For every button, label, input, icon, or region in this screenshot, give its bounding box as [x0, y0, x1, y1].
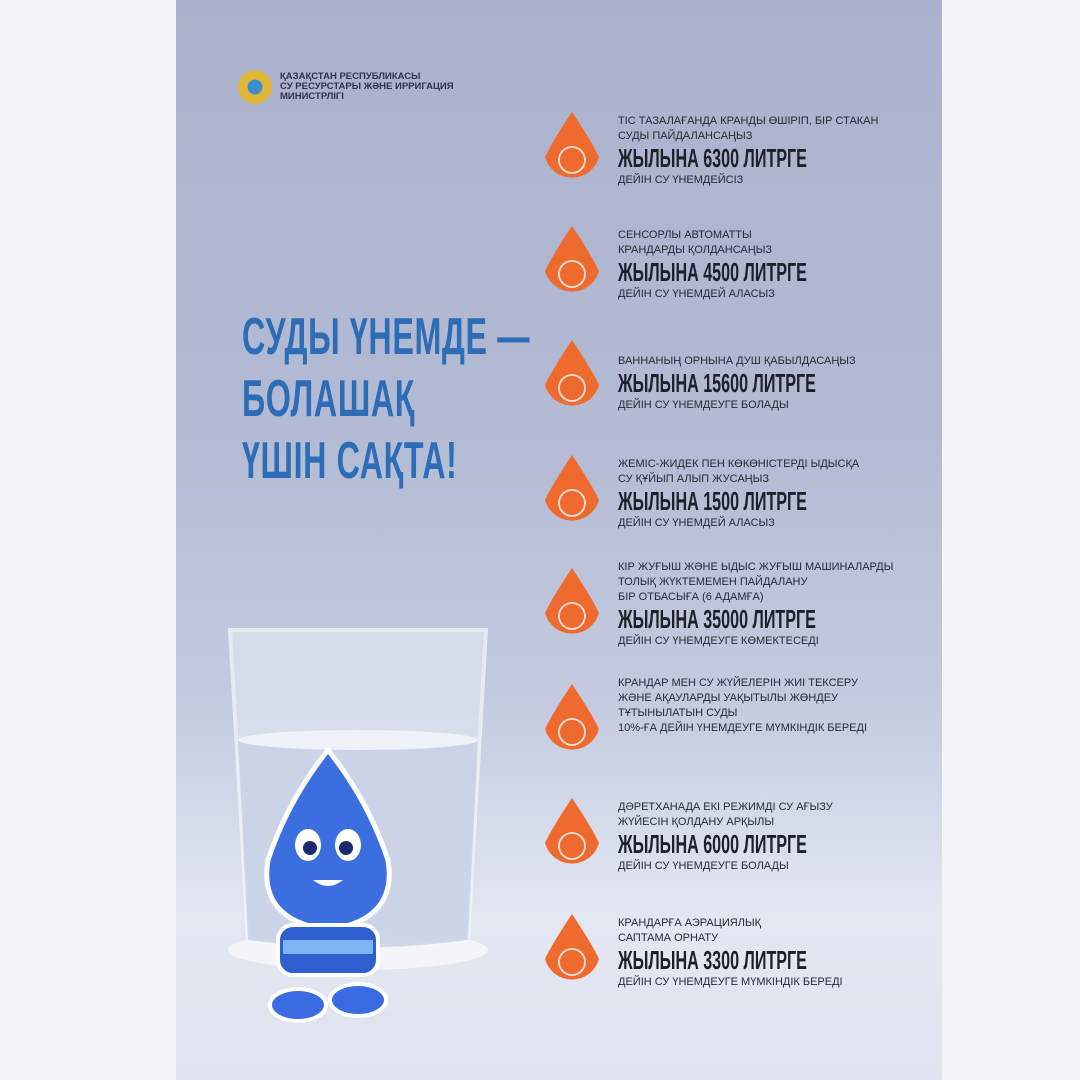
- tip-note: ДЕЙІН СУ ҮНЕМДЕЙ АЛАСЫЗ: [618, 288, 775, 300]
- tip-text: ТІС ТАЗАЛАҒАНДА КРАНДЫ ӨШІРІП, БІР СТАКАН: [618, 115, 879, 127]
- tip-text: КРАНДАР МЕН СУ ЖҮЙЕЛЕРІН ЖИІ ТЕКСЕРУ: [618, 677, 858, 689]
- tip-text: КРАНДАРДЫ ҚОЛДАНСАҢЫЗ: [618, 244, 773, 256]
- logo-line: ҚАЗАҚСТАН РЕСПУБЛИКАСЫ: [280, 71, 421, 82]
- tip-text: ВАННАНЫҢ ОРНЫНА ДУШ ҚАБЫЛДАСАҢЫЗ: [618, 355, 856, 367]
- tip-text: ДӘРЕТХАНАДА ЕКІ РЕЖИМДІ СУ АҒЫЗУ: [618, 801, 833, 813]
- tip-text: СУ ҚҰЙЫП АЛЫП ЖУСАҢЫЗ: [618, 473, 770, 485]
- valve-pipe-icon: [542, 684, 602, 760]
- tip-text: КРАНДАРҒА АЭРАЦИЯЛЫҚ: [618, 917, 762, 929]
- tip-note: ДЕЙІН СУ ҮНЕМДЕУГЕ МҮМКІНДІК БЕРЕДІ: [618, 976, 843, 988]
- tip-text: СУДЫ ПАЙДАЛАНСАҢЫЗ: [618, 130, 753, 142]
- tip-text: 10%-ҒА ДЕЙІН ҮНЕМДЕУГЕ МҮМКІНДІК БЕРЕДІ: [618, 722, 868, 734]
- aerator-icon: [542, 914, 602, 990]
- tip-amount: ЖЫЛЫНА 6000 ЛИТРГЕ: [618, 829, 807, 859]
- tip-note: ДЕЙІН СУ ҮНЕМДЕУГЕ КӨМЕКТЕСЕДІ: [618, 635, 819, 647]
- tip-amount: ЖЫЛЫНА 15600 ЛИТРГЕ: [618, 368, 816, 398]
- water-glass-illustration: [228, 620, 558, 1060]
- salad-bowl-icon: [542, 455, 602, 531]
- tip-text: ТОЛЫҚ ЖҮКТЕМЕМЕН ПАЙДАЛАНУ: [618, 576, 808, 588]
- tip-amount: ЖЫЛЫНА 35000 ЛИТРГЕ: [618, 604, 816, 634]
- slogan-line: БОЛАШАҚ: [242, 370, 416, 428]
- ministry-logo: [238, 70, 454, 104]
- tip-note: ДЕЙІН СУ ҮНЕМДЕУГЕ БОЛАДЫ: [618, 860, 789, 872]
- logo-line: СУ РЕСУРСТАРЫ ЖӘНЕ ИРРИГАЦИЯ: [280, 81, 454, 92]
- tip-amount: ЖЫЛЫНА 3300 ЛИТРГЕ: [618, 945, 807, 975]
- sensor-faucet-icon: [542, 226, 602, 302]
- tip-text: ТҰТЫНЫЛАТЫН СУДЫ: [618, 707, 738, 719]
- poster: [176, 0, 942, 1080]
- washing-machine-icon: [542, 568, 602, 644]
- tip-amount: ЖЫЛЫНА 4500 ЛИТРГЕ: [618, 257, 807, 287]
- tip-text: ЖӘНЕ АҚАУЛАРДЫ УАҚЫТЫЛЫ ЖӨНДЕУ: [618, 692, 839, 704]
- toilet-icon: [542, 798, 602, 874]
- tip-text: СЕНСОРЛЫ АВТОМАТТЫ: [618, 229, 752, 241]
- slogan-line: СУДЫ ҮНЕМДЕ —: [242, 308, 531, 366]
- bathtub-icon: [542, 340, 602, 416]
- slogan: [242, 306, 530, 492]
- tip-note: ДЕЙІН СУ ҮНЕМДЕЙСІЗ: [618, 174, 744, 186]
- logo-line: МИНИСТРЛІГІ: [280, 91, 344, 102]
- tip-text: БІР ОТБАСЫҒА (6 АДАМҒА): [618, 591, 764, 603]
- tip-amount: ЖЫЛЫНА 6300 ЛИТРГЕ: [618, 143, 807, 173]
- tip-note: ДЕЙІН СУ ҮНЕМДЕУГЕ БОЛАДЫ: [618, 399, 789, 411]
- state-emblem-icon: [238, 70, 272, 104]
- glass-icon: [542, 112, 602, 188]
- tip-text: САПТАМА ОРНАТУ: [618, 932, 719, 944]
- slogan-line: ҮШІН САҚТА!: [242, 432, 458, 490]
- tip-text: ЖҮЙЕСІН ҚОЛДАНУ АРҚЫЛЫ: [618, 816, 775, 828]
- tip-text: КІР ЖУҒЫШ ЖӘНЕ ЫДЫС ЖУҒЫШ МАШИНАЛАРДЫ: [618, 561, 894, 573]
- tip-text: ЖЕМІС-ЖИДЕК ПЕН КӨКӨНІСТЕРДІ ЫДЫСҚА: [618, 458, 860, 470]
- tip-note: ДЕЙІН СУ ҮНЕМДЕЙ АЛАСЫЗ: [618, 517, 775, 529]
- tip-amount: ЖЫЛЫНА 1500 ЛИТРГЕ: [618, 486, 807, 516]
